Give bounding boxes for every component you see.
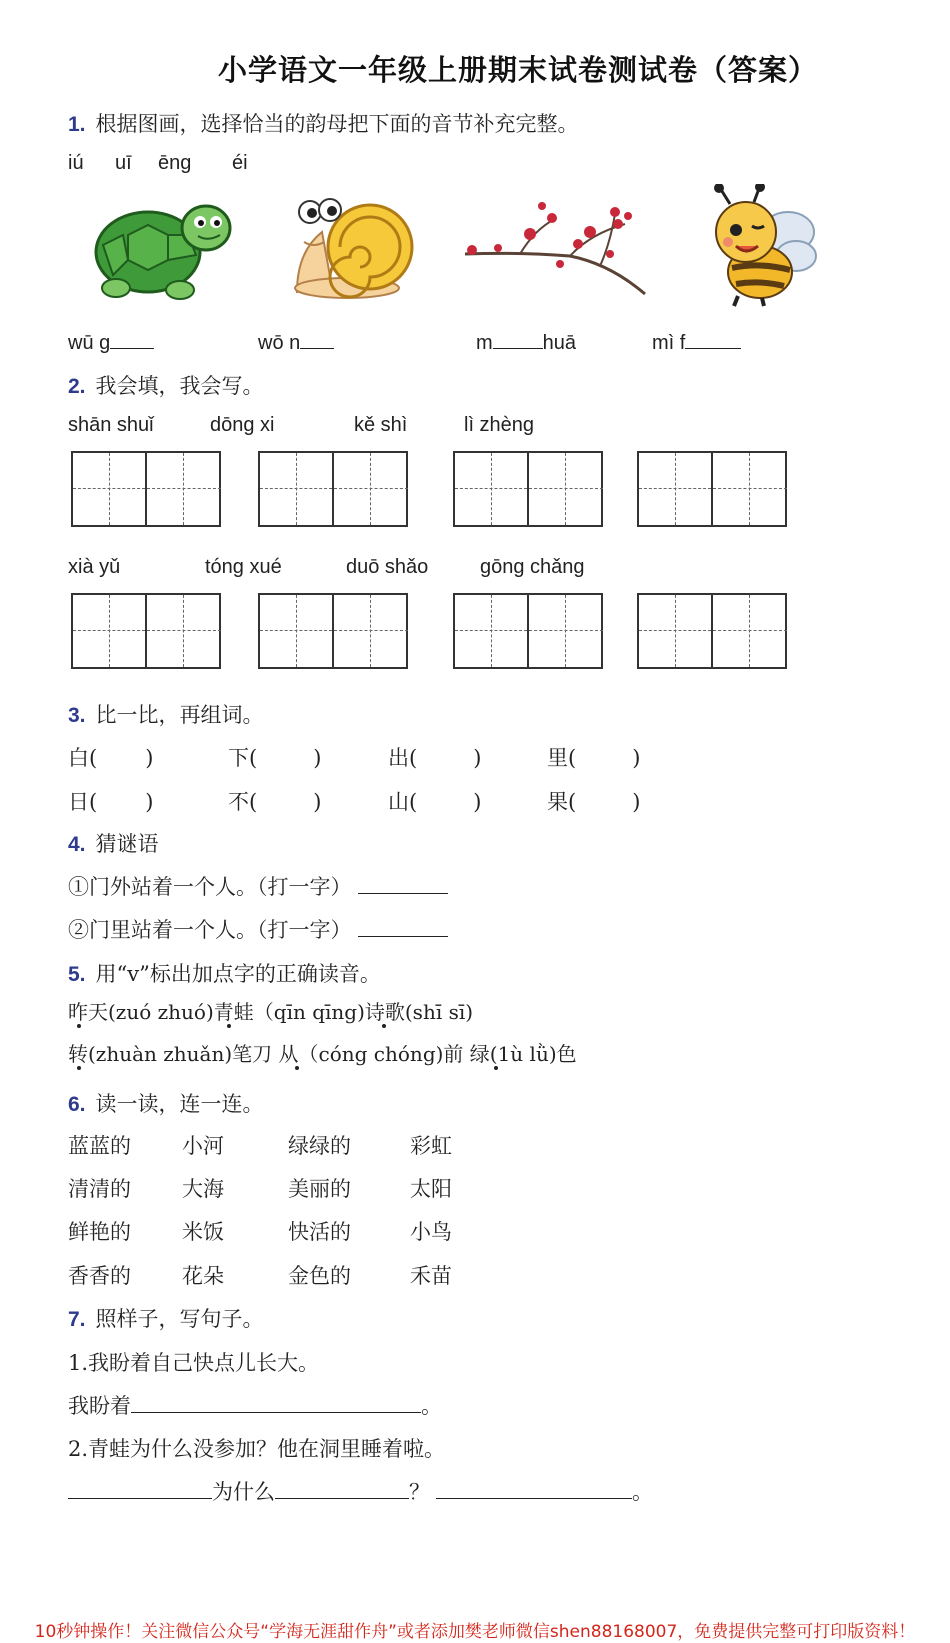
q5-heading	[68, 958, 381, 988]
q2-pinyin: shān shuǐ	[68, 414, 154, 436]
q3-item	[68, 742, 153, 772]
q4-answer-blank[interactable]	[358, 873, 448, 894]
q3-char: 不(	[228, 790, 258, 814]
q1-answer-prefix: wū g	[68, 332, 111, 354]
q3-close: )	[632, 746, 641, 770]
q7-answer-2-mid: 为什么	[212, 1480, 275, 1504]
q2-pinyin: duō shǎo	[346, 556, 429, 578]
q4-riddle	[68, 914, 448, 944]
q6-word[interactable]: 小鸟	[410, 1220, 452, 1244]
writing-grid[interactable]	[453, 451, 603, 527]
q1-option: ēng	[158, 152, 192, 174]
writing-grid[interactable]	[258, 593, 408, 669]
q1-text: 根据图画，选择恰当的韵母把下面的音节补充完整。	[95, 112, 579, 136]
q1-answer-prefix: mì f	[652, 332, 686, 354]
q1-answer-turtle	[68, 328, 154, 355]
q2-heading	[68, 370, 264, 400]
q2-pinyin: gōng chǎng	[480, 556, 585, 578]
q4-answer-blank[interactable]	[358, 916, 448, 937]
q1-option: éi	[232, 152, 248, 174]
emphasis-dot	[295, 1066, 299, 1070]
q1-answer-suffix: huā	[542, 332, 577, 354]
q7-text: 照样子，写句子。	[95, 1307, 264, 1331]
writing-grid[interactable]	[71, 593, 221, 669]
q7-answer-2-end: 。	[632, 1480, 653, 1504]
q3-close: )	[313, 746, 322, 770]
q3-item	[68, 786, 153, 816]
q6-text: 读一读，连一连。	[95, 1092, 264, 1116]
q6-word[interactable]: 快活的	[288, 1220, 351, 1244]
q3-text: 比一比，再组词。	[95, 703, 264, 727]
q3-char: 下(	[228, 746, 258, 770]
q5-text: 用“v”标出加点字的正确读音。	[95, 962, 381, 986]
q2-pinyin: tóng xué	[205, 556, 282, 578]
q1-answer-blank[interactable]	[493, 328, 543, 349]
q7-answer-2-blank[interactable]	[436, 1478, 632, 1499]
plum-blossom-image	[460, 194, 650, 298]
q7-heading	[68, 1303, 264, 1333]
emphasis-dot	[382, 1024, 386, 1028]
q7-answer-1-blank[interactable]	[131, 1392, 421, 1413]
q3-close: )	[473, 746, 482, 770]
q7-example-1: 1.我盼着自己快点儿长大。	[68, 1351, 320, 1375]
q6-word[interactable]: 彩虹	[410, 1134, 452, 1158]
q4-heading	[68, 828, 159, 858]
q1-answer-bee	[652, 328, 741, 355]
q7-answer-1-prefix: 我盼着	[68, 1394, 131, 1418]
q3-close: )	[632, 790, 641, 814]
q1-option: iú	[68, 152, 84, 174]
q4-number: 4.	[68, 833, 86, 856]
q6-word[interactable]: 鲜艳的	[68, 1220, 131, 1244]
writing-grid[interactable]	[637, 451, 787, 527]
q1-answer-prefix: wō n	[258, 332, 301, 354]
emphasis-dot	[227, 1024, 231, 1028]
q3-item	[547, 742, 640, 772]
writing-grid[interactable]	[71, 451, 221, 527]
q1-heading	[68, 108, 579, 138]
q1-option: uī	[115, 152, 132, 174]
q6-word[interactable]: 米饭	[182, 1220, 224, 1244]
page-title: 小学语文一年级上册期末试卷测试卷（答案）	[218, 53, 819, 87]
q2-text: 我会填，我会写。	[95, 374, 264, 398]
writing-grid[interactable]	[637, 593, 787, 669]
q4-text: 猜谜语	[95, 832, 159, 856]
q3-item	[388, 786, 481, 816]
q4-riddle-text: ①门外站着一个人。（打一字）	[68, 875, 352, 899]
q6-word[interactable]: 绿绿的	[288, 1134, 351, 1158]
q3-char: 出(	[388, 746, 418, 770]
q3-char: 果(	[547, 790, 577, 814]
q1-answer-prefix: m	[476, 332, 493, 354]
q7-example-2: 2.青蛙为什么没参加？他在洞里睡着啦。	[68, 1437, 446, 1461]
q6-heading	[68, 1088, 264, 1118]
q2-pinyin: lì zhèng	[464, 414, 535, 436]
q6-word[interactable]: 太阳	[410, 1177, 452, 1201]
q3-item	[228, 786, 321, 816]
writing-grid[interactable]	[258, 451, 408, 527]
q3-char: 日(	[68, 790, 98, 814]
q4-riddle-text: ②门里站着一个人。（打一字）	[68, 918, 352, 942]
q1-answer-blossom	[476, 328, 576, 355]
q6-word[interactable]: 小河	[182, 1134, 224, 1158]
q1-answer-blank[interactable]	[685, 328, 741, 349]
emphasis-dot	[77, 1024, 81, 1028]
bee-image	[698, 184, 822, 308]
q6-number: 6.	[68, 1093, 86, 1116]
q3-close: )	[473, 790, 482, 814]
q3-close: )	[145, 790, 154, 814]
q6-word[interactable]: 禾苗	[410, 1264, 452, 1288]
q7-answer-1-end: 。	[421, 1394, 442, 1418]
q2-pinyin: xià yǔ	[68, 556, 121, 578]
q2-number: 2.	[68, 375, 86, 398]
q3-char: 白(	[68, 746, 98, 770]
q6-word[interactable]: 金色的	[288, 1264, 351, 1288]
q7-number: 7.	[68, 1308, 86, 1331]
q5-line-1: 昨天(zuó zhuó)青蛙（qīn qīng)诗歌(shī sī)	[68, 1000, 474, 1024]
q7-answer-2-q: ？	[409, 1480, 430, 1504]
snail-image	[292, 192, 422, 300]
q6-word[interactable]: 美丽的	[288, 1177, 351, 1201]
q7-answer-2-blank[interactable]	[68, 1478, 212, 1499]
q5-line-2: 转(zhuàn zhuǎn)笔刀 从（cóng chóng)前 绿(1ù lǜ)色	[68, 1042, 577, 1066]
q4-riddle	[68, 871, 448, 901]
q6-word[interactable]: 蓝蓝的	[68, 1134, 131, 1158]
q3-char: 里(	[547, 746, 577, 770]
q1-number: 1.	[68, 113, 86, 136]
q6-word[interactable]: 清清的	[68, 1177, 131, 1201]
q3-item	[388, 742, 481, 772]
q6-word[interactable]: 香香的	[68, 1264, 131, 1288]
q6-word[interactable]: 花朵	[182, 1264, 224, 1288]
writing-grid[interactable]	[453, 593, 603, 669]
q7-answer-2-blank[interactable]	[275, 1478, 409, 1499]
turtle-image	[88, 190, 238, 302]
q5-number: 5.	[68, 963, 86, 986]
q3-number: 3.	[68, 704, 86, 727]
q1-answer-blank[interactable]	[110, 328, 154, 349]
q3-heading	[68, 699, 264, 729]
q1-answer-blank[interactable]	[300, 328, 334, 349]
q3-item	[547, 786, 640, 816]
q6-word[interactable]: 大海	[182, 1177, 224, 1201]
q3-char: 山(	[388, 790, 418, 814]
q3-item	[228, 742, 321, 772]
q3-close: )	[313, 790, 322, 814]
q7-answer-1	[68, 1390, 442, 1420]
q3-close: )	[145, 746, 154, 770]
q7-answer-2	[68, 1476, 653, 1506]
q1-answer-snail	[258, 328, 334, 355]
emphasis-dot	[77, 1066, 81, 1070]
emphasis-dot	[494, 1066, 498, 1070]
q2-pinyin: dōng xi	[210, 414, 275, 436]
q2-pinyin: kě shì	[354, 414, 408, 436]
promo-footer: 10秒钟操作！关注微信公众号“学海无涯甜作舟”或者添加樊老师微信shen88168007，免费提供完整可打印版资料！	[34, 1622, 916, 1642]
